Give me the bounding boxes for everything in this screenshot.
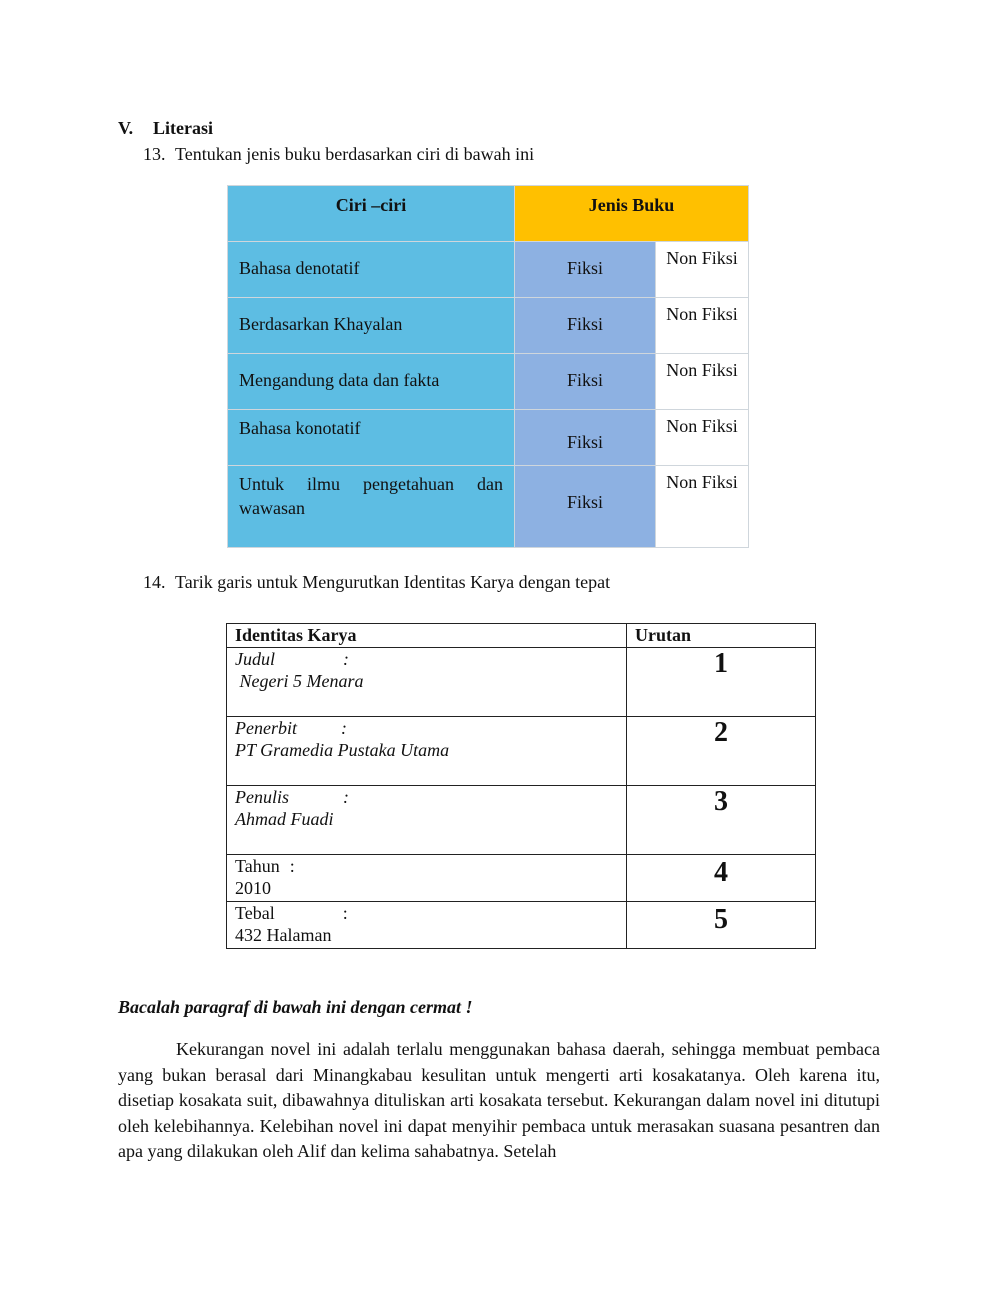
identitas-label: Tebal bbox=[235, 903, 275, 923]
option-fiksi[interactable]: Fiksi bbox=[515, 298, 656, 354]
identitas-label: Penerbit bbox=[235, 718, 297, 738]
ciri-cell: Untuk ilmu pengetahuan dan wawasan bbox=[228, 466, 515, 548]
urutan-cell[interactable]: 2 bbox=[627, 717, 816, 786]
reading-paragraph: Kekurangan novel ini adalah terlalu menggunakan bahasa daerah, sehingga membuat pembaca yang bukan berasal dari Minangkabau kesulitan untuk mengerti arti kosakatanya. Oleh karena itu, disetiap kosakata suit, dibawahnya dituliskan arti kosakata tersebut. Kekurangan dalam novel ini ditutupi oleh kelebihannya. Kelebihan novel ini dapat menyihir pembaca untuk merasakan suasana pesantren dan apa yang dilakukan oleh Alif dan kelima sahabatnya. Setelah bbox=[118, 1039, 880, 1161]
option-fiksi[interactable]: Fiksi bbox=[515, 354, 656, 410]
urutan-cell[interactable]: 3 bbox=[627, 786, 816, 855]
option-fiksi[interactable]: Fiksi bbox=[515, 242, 656, 298]
identitas-value: Ahmad Fuadi bbox=[235, 809, 334, 829]
table-row bbox=[227, 648, 816, 717]
identitas-label: Tahun bbox=[235, 856, 280, 876]
table-row bbox=[227, 855, 816, 902]
header-ciri: Ciri –ciri bbox=[228, 186, 515, 242]
book-type-table bbox=[227, 185, 749, 548]
question-13-number: 13. bbox=[143, 144, 166, 164]
table-row bbox=[227, 902, 816, 949]
table-row bbox=[227, 717, 816, 786]
ciri-cell: Berdasarkan Khayalan bbox=[228, 298, 515, 354]
question-14-text: Tarik garis untuk Mengurutkan Identitas Karya dengan tepat bbox=[175, 572, 611, 592]
option-non-fiksi[interactable]: Non Fiksi bbox=[656, 298, 749, 354]
question-14 bbox=[143, 572, 610, 593]
identitas-cell[interactable]: Judul : Negeri 5 Menara bbox=[227, 648, 627, 717]
table-row bbox=[228, 410, 749, 466]
identitas-header-row bbox=[227, 624, 816, 648]
identitas-value: 432 Halaman bbox=[235, 925, 332, 945]
option-fiksi[interactable]: Fiksi bbox=[515, 466, 656, 548]
option-non-fiksi[interactable]: Non Fiksi bbox=[656, 242, 749, 298]
ciri-cell: Bahasa denotatif bbox=[228, 242, 515, 298]
question-13 bbox=[143, 144, 534, 165]
table-row bbox=[228, 298, 749, 354]
table-row bbox=[228, 354, 749, 410]
identitas-value: PT Gramedia Pustaka Utama bbox=[235, 740, 450, 760]
table-row bbox=[228, 466, 749, 548]
option-non-fiksi[interactable]: Non Fiksi bbox=[656, 466, 749, 548]
urutan-cell[interactable]: 5 bbox=[627, 902, 816, 949]
option-non-fiksi[interactable]: Non Fiksi bbox=[656, 410, 749, 466]
urutan-cell[interactable]: 4 bbox=[627, 855, 816, 902]
option-fiksi[interactable]: Fiksi bbox=[515, 410, 656, 466]
identitas-label: Penulis bbox=[235, 787, 289, 807]
identitas-karya-table bbox=[226, 623, 816, 949]
header-identitas-karya: Identitas Karya bbox=[227, 624, 627, 648]
question-13-text: Tentukan jenis buku berdasarkan ciri di bawah ini bbox=[175, 144, 535, 164]
urutan-cell[interactable]: 1 bbox=[627, 648, 816, 717]
identitas-cell[interactable]: Tahun : 2010 bbox=[227, 855, 627, 902]
identitas-value: 2010 bbox=[235, 878, 271, 898]
header-jenis-buku: Jenis Buku bbox=[515, 186, 749, 242]
table-row bbox=[227, 786, 816, 855]
header-urutan: Urutan bbox=[627, 624, 816, 648]
section-number: V. bbox=[118, 118, 134, 138]
ciri-cell: Mengandung data dan fakta bbox=[228, 354, 515, 410]
identitas-value: Negeri 5 Menara bbox=[235, 671, 364, 691]
ciri-cell: Bahasa konotatif bbox=[228, 410, 515, 466]
table-row bbox=[228, 242, 749, 298]
book-type-header-row bbox=[228, 186, 749, 242]
question-14-number: 14. bbox=[143, 572, 166, 592]
identitas-label: Judul bbox=[235, 649, 275, 669]
option-non-fiksi[interactable]: Non Fiksi bbox=[656, 354, 749, 410]
section-title: Literasi bbox=[153, 118, 213, 138]
reading-instruction: Bacalah paragraf di bawah ini dengan cermat ! bbox=[118, 997, 473, 1017]
identitas-cell[interactable]: Penulis : Ahmad Fuadi bbox=[227, 786, 627, 855]
identitas-cell[interactable]: Penerbit : PT Gramedia Pustaka Utama bbox=[227, 717, 627, 786]
section-heading bbox=[118, 118, 213, 139]
identitas-cell[interactable]: Tebal : 432 Halaman bbox=[227, 902, 627, 949]
